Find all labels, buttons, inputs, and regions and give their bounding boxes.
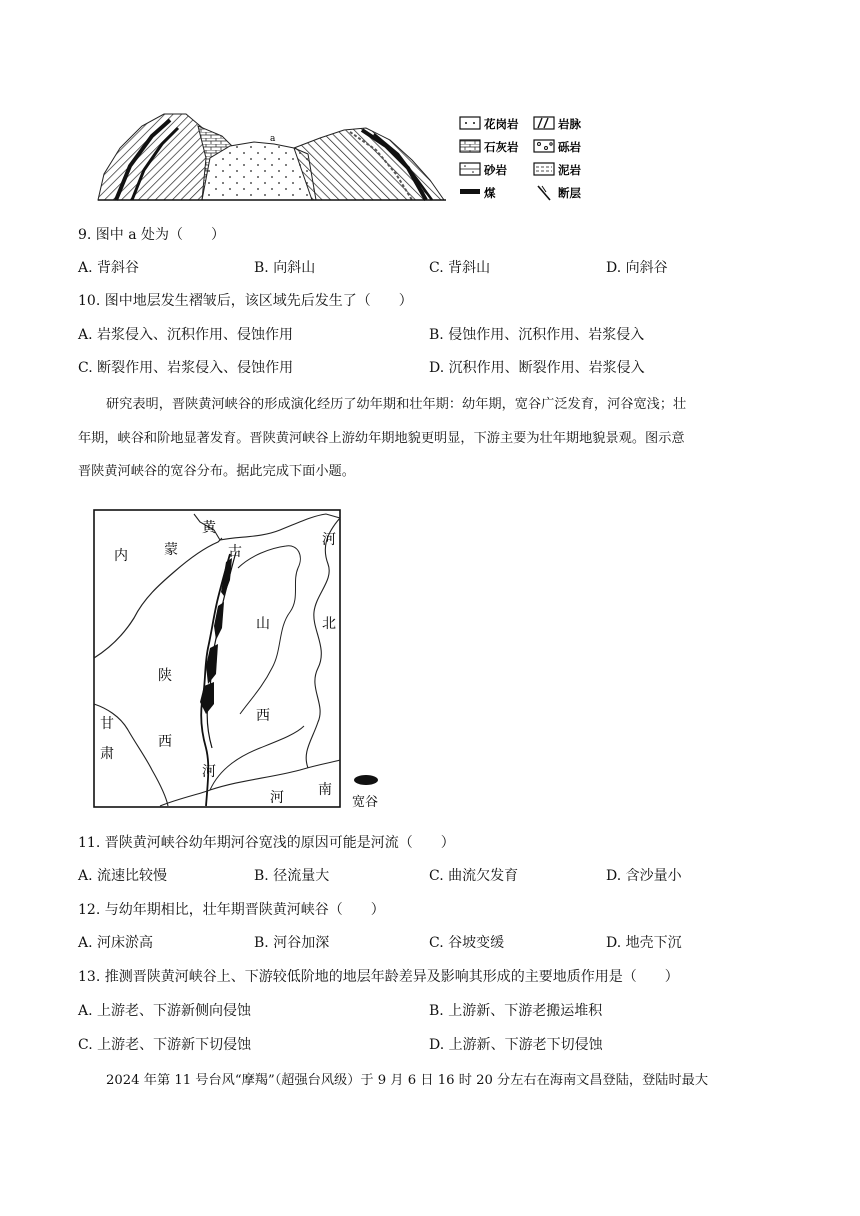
q12-option-d[interactable]: D. 地壳下沉: [606, 935, 682, 951]
granite-legend-label: 花岗岩: [484, 117, 519, 131]
q11-option-b[interactable]: B. 径流量大: [254, 868, 330, 884]
q13-option-a[interactable]: A. 上游老、下游新侧向侵蚀: [78, 1003, 252, 1019]
conglomerate-legend-icon: [534, 140, 554, 152]
q10-option-c[interactable]: C. 断裂作用、岩浆侵入、侵蚀作用: [78, 360, 294, 376]
q9-stem: 9. 图中 a 处为（ ）: [78, 227, 226, 243]
passage1-line1: 研究表明，晋陕黄河峡谷的形成演化经历了幼年期和壮年期：幼年期，宽谷广泛发育，河谷宽浅；壮: [106, 397, 687, 412]
q10-option-b[interactable]: B. 侵蚀作用、沉积作用、岩浆侵入: [429, 327, 645, 343]
wide-valley-legend-label: 宽谷: [352, 795, 379, 810]
dike-legend-label: 岩脉: [558, 117, 581, 131]
sandstone-legend-label: 砂岩: [484, 163, 507, 177]
q11-option-a[interactable]: A. 流速比较慢: [78, 868, 168, 884]
mudstone-legend-icon: [534, 163, 554, 175]
q11-stem: 11. 晋陕黄河峡谷幼年期河谷宽浅的原因可能是河流（ ）: [78, 835, 455, 851]
label-su: 肃: [100, 746, 114, 762]
q13-option-c[interactable]: C. 上游老、下游新下切侵蚀: [78, 1037, 252, 1053]
q11-option-c[interactable]: C. 曲流欠发育: [429, 868, 519, 884]
q9-option-d[interactable]: D. 向斜谷: [606, 260, 668, 276]
label-xi-shanxi: 西: [256, 708, 270, 724]
limestone-legend-icon: [460, 140, 480, 152]
label-he-henan: 河: [270, 790, 284, 806]
q13-stem: 13. 推测晋陕黄河峡谷上、下游较低阶地的地层年龄差异及影响其形成的主要地质作用是（ ）: [78, 969, 679, 985]
label-shan-shanxi: 山: [256, 616, 270, 632]
granite-legend-icon: [460, 117, 480, 129]
geologic-cross-section: [94, 108, 454, 206]
fault-legend-label: 断层: [558, 186, 581, 200]
q12-option-b[interactable]: B. 河谷加深: [254, 935, 330, 951]
q10-option-a[interactable]: A. 岩浆侵入、沉积作用、侵蚀作用: [78, 327, 294, 343]
passage1-line2: 年期，峡谷和阶地显著发育。晋陕黄河峡谷上游幼年期地貌更明显，下游主要为壮年期地貌景观。图示意: [78, 431, 685, 446]
q12-stem: 12. 与幼年期相比，壮年期晋陕黄河峡谷（ ）: [78, 902, 385, 918]
q9-option-a[interactable]: A. 背斜谷: [78, 260, 140, 276]
q12-option-c[interactable]: C. 谷坡变缓: [429, 935, 505, 951]
label-bei: 北: [322, 616, 336, 632]
label-xi-shaanxi: 西: [158, 734, 172, 750]
label-shaan: 陕: [158, 668, 172, 684]
label-nan: 南: [318, 782, 332, 798]
limestone-legend-label: 石灰岩: [484, 140, 519, 154]
label-huang: 黄: [202, 520, 216, 536]
wide-valley-legend-icon: [354, 775, 378, 785]
label-gan: 甘: [100, 716, 114, 732]
q13-option-d[interactable]: D. 上游新、下游老下切侵蚀: [429, 1037, 603, 1053]
q10-stem: 10. 图中地层发生褶皱后，该区域先后发生了（ ）: [78, 293, 413, 309]
mudstone-legend-label: 泥岩: [558, 163, 581, 177]
rock-legend: [458, 114, 598, 206]
coal-legend-label: 煤: [484, 186, 496, 200]
q10-option-d[interactable]: D. 沉积作用、断裂作用、岩浆侵入: [429, 360, 645, 376]
jinshan-gorge-map: [90, 508, 390, 810]
q13-option-b[interactable]: B. 上游新、下游老搬运堆积: [429, 1003, 603, 1019]
q9-option-b[interactable]: B. 向斜山: [254, 260, 316, 276]
q12-option-a[interactable]: A. 河床淤高: [78, 935, 154, 951]
q11-option-d[interactable]: D. 含沙量小: [606, 868, 682, 884]
label-nei: 内: [114, 548, 128, 564]
label-meng: 蒙: [164, 542, 178, 558]
point-a-label: a: [270, 134, 276, 144]
passage1-line3: 晋陕黄河峡谷的宽谷分布。据此完成下面小题。: [78, 464, 355, 479]
label-he-top: 河: [322, 532, 336, 548]
label-gu: 古: [228, 544, 242, 560]
passage2-line1: 2024 年第 11 号台风“摩羯”（超强台风级）于 9 月 6 日 16 时 20 分左右在海南文昌登陆，登陆时最大: [106, 1073, 709, 1088]
coal-legend-icon: [460, 189, 480, 194]
label-he-river: 河: [202, 764, 216, 780]
conglomerate-legend-label: 砾岩: [558, 140, 581, 154]
q9-option-c[interactable]: C. 背斜山: [429, 260, 491, 276]
